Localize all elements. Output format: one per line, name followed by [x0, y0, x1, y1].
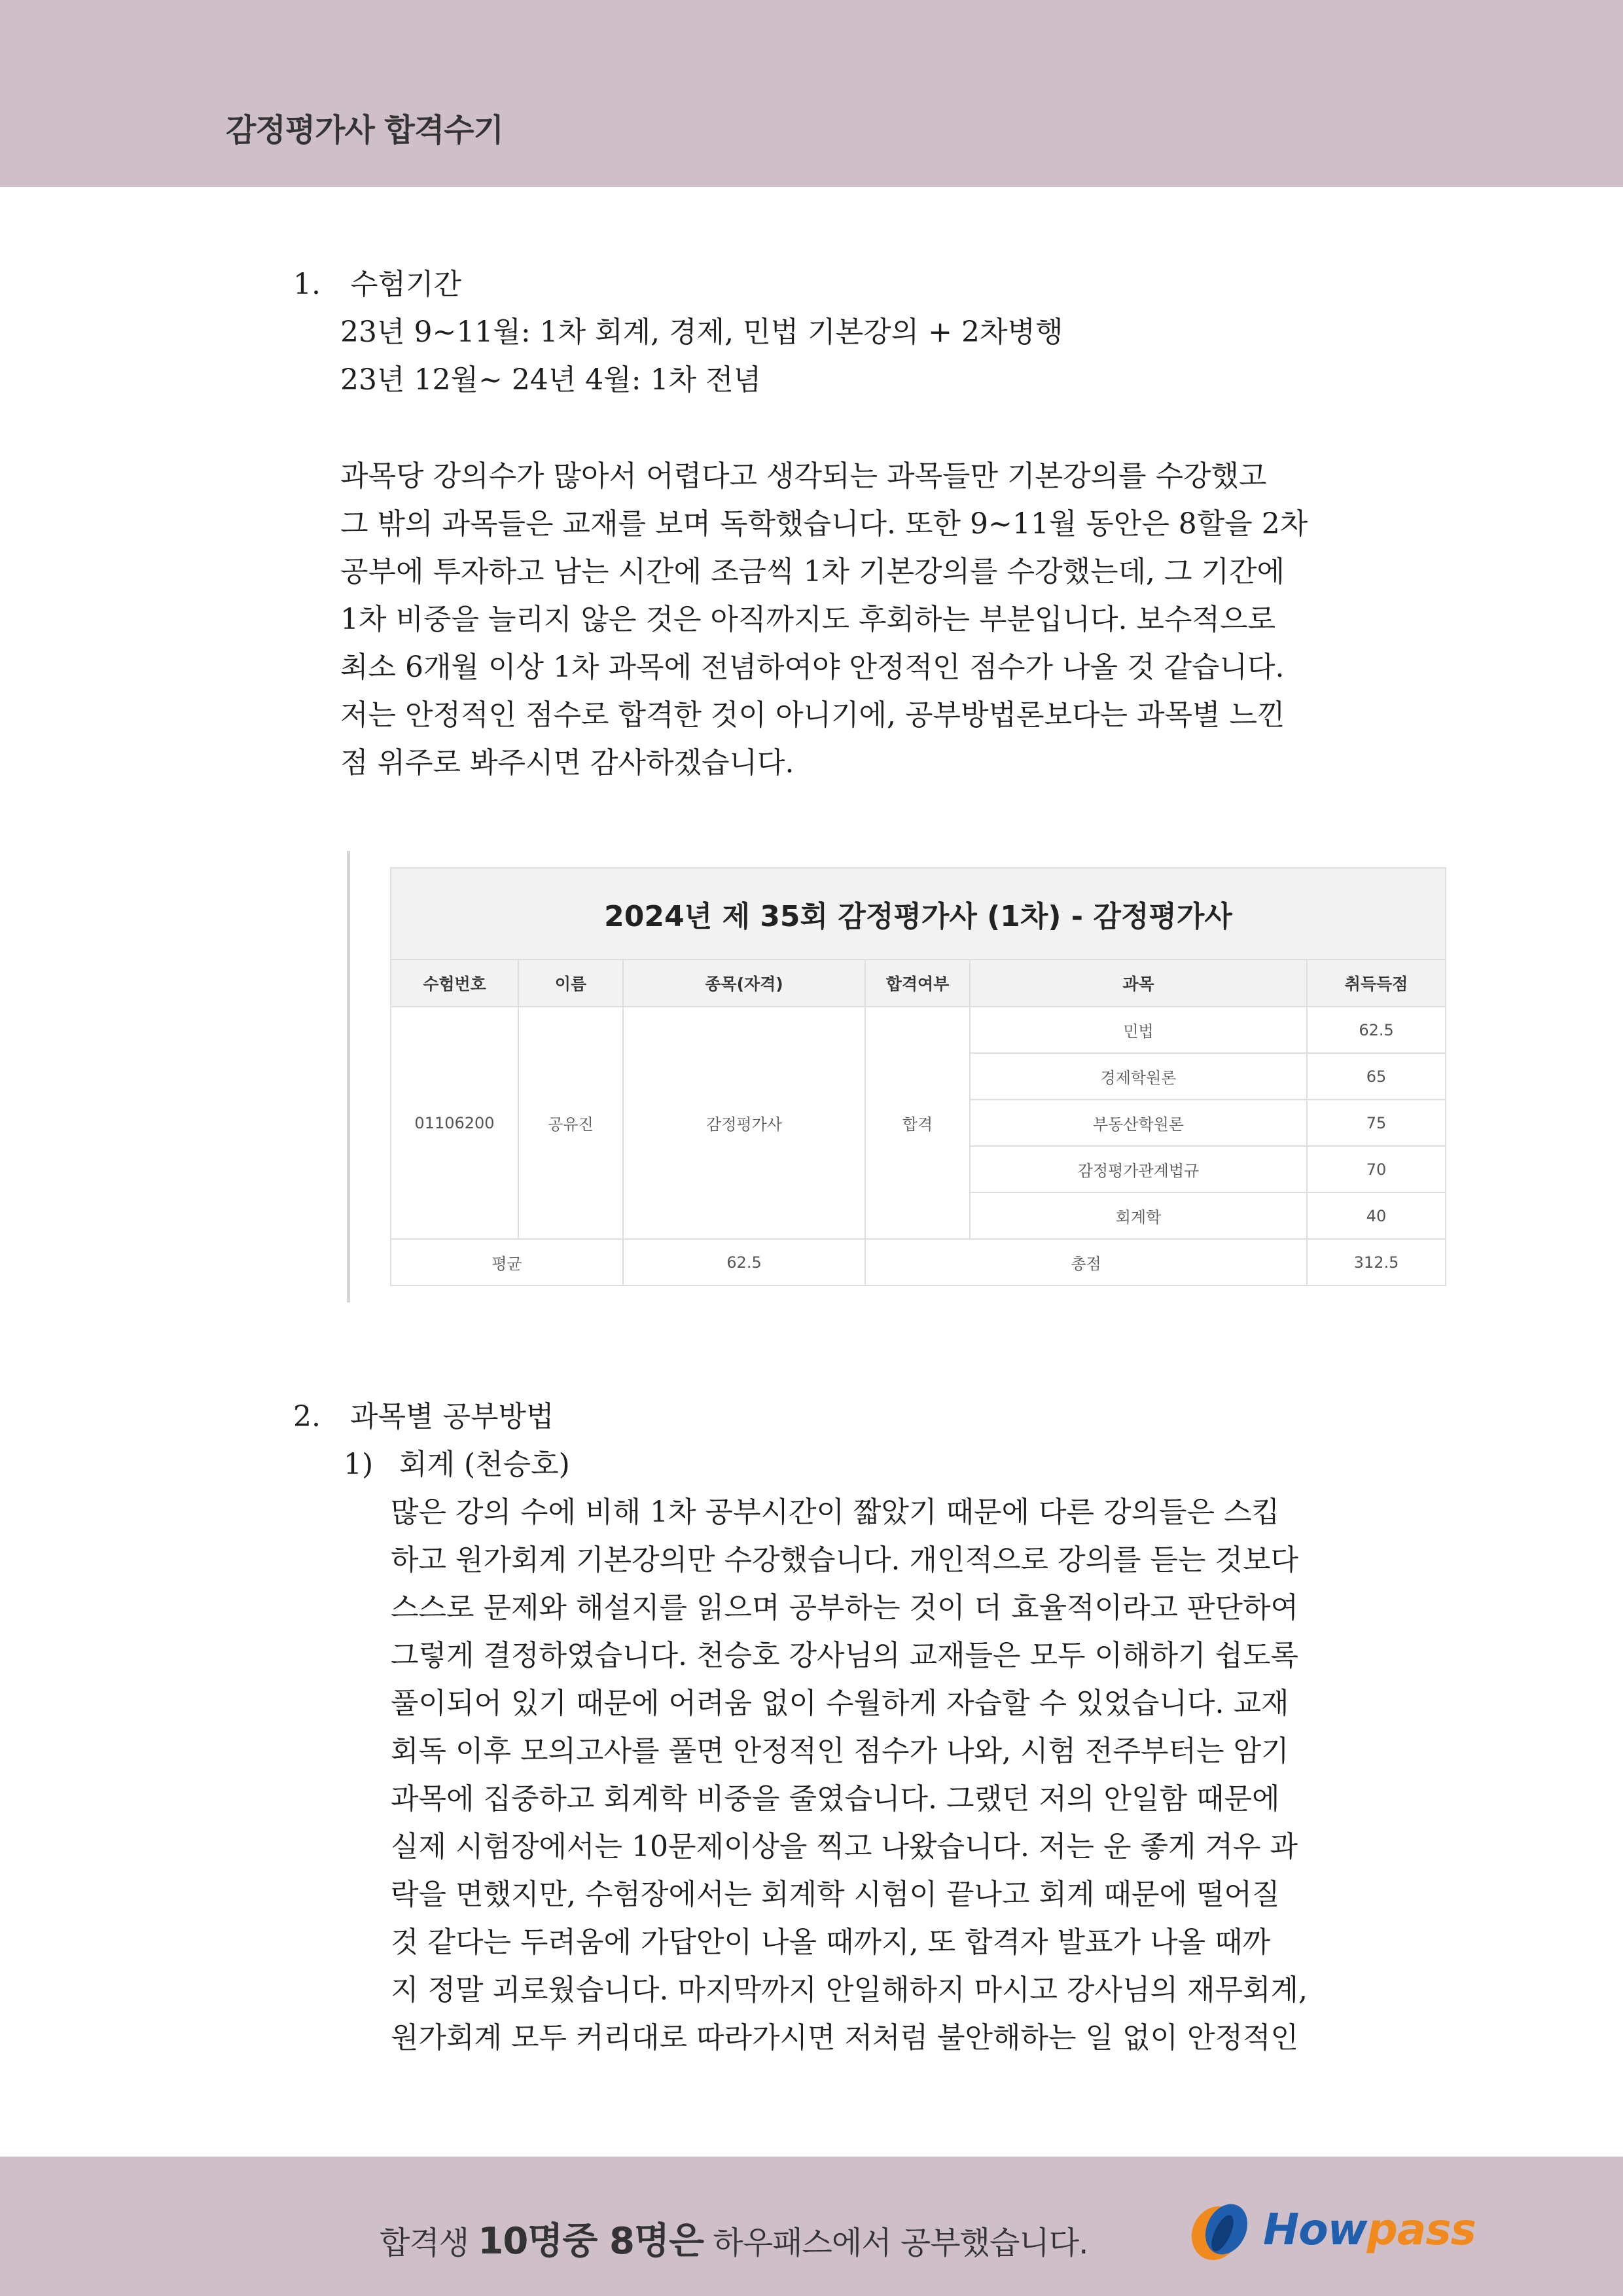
pass-result: 합격	[865, 1007, 970, 1239]
score-cell: 62.5	[1307, 1007, 1446, 1053]
paragraph-line: 실제 시험장에서는 10문제이상을 찍고 나왔습니다. 저는 운 좋게 겨우 과	[391, 1830, 1298, 1863]
header-result: 합격여부	[865, 960, 970, 1007]
average-label: 평균	[391, 1239, 623, 1285]
howpass-logo-mark-icon	[1185, 2199, 1257, 2265]
section2-number: 2.	[293, 1400, 321, 1433]
paragraph-line: 점 위주로 봐주시면 감사하겠습니다.	[340, 746, 794, 780]
paragraph-line: 과목에 집중하고 회계학 비중을 줄였습니다. 그랬던 저의 안일함 때문에	[391, 1782, 1280, 1816]
paragraph-line: 공부에 투자하고 남는 시간에 조금씩 1차 기본강의를 수강했는데, 그 기간에	[340, 555, 1285, 588]
paragraph-line: 스스로 문제와 해설지를 읽으며 공부하는 것이 더 효율적이라고 판단하여	[391, 1591, 1299, 1624]
subsection-number: 1)	[344, 1448, 374, 1481]
score-cell: 75	[1307, 1100, 1446, 1146]
header-exam-number: 수험번호	[391, 960, 518, 1007]
subsection-heading: 회계 (천승호)	[399, 1448, 570, 1481]
header-qualification: 종목(자격)	[623, 960, 865, 1007]
period-line: 23년 9~11월: 1차 회계, 경제, 민법 기본강의 + 2차병행	[340, 315, 1063, 349]
header-score: 취득득점	[1307, 960, 1446, 1007]
paragraph-line: 1차 비중을 늘리지 않은 것은 아직까지도 후회하는 부분입니다. 보수적으로	[340, 603, 1275, 636]
paragraph-line: 하고 원가회계 기본강의만 수강했습니다. 개인적으로 강의를 듣는 것보다	[391, 1543, 1299, 1577]
paragraph-line: 것 같다는 두려움에 가답안이 나올 때까지, 또 합격자 발표가 나올 때까	[391, 1926, 1270, 1959]
paragraph-line: 지 정말 괴로웠습니다. 마지막까지 안일해하지 마시고 강사님의 재무회계,	[391, 1973, 1308, 2007]
page-title: 감정평가사 합격수기	[226, 112, 504, 149]
score-table	[390, 867, 1446, 1286]
score-cell: 70	[1307, 1146, 1446, 1193]
paragraph-line: 저는 안정적인 점수로 합격한 것이 아니기에, 공부방법론보다는 과목별 느낀	[340, 698, 1285, 732]
score-table-title: 2024년 제 35회 감정평가사 (1차) - 감정평가사	[391, 868, 1446, 960]
average-value: 62.5	[623, 1239, 865, 1285]
total-label: 총점	[865, 1239, 1307, 1285]
paragraph-line: 회독 이후 모의고사를 풀면 안정적인 점수가 나와, 시험 전주부터는 암기	[391, 1734, 1289, 1768]
subject-cell: 부동산학원론	[970, 1100, 1307, 1146]
howpass-logo	[1185, 2199, 1486, 2265]
paragraph-line: 그렇게 결정하였습니다. 천승호 강사님의 교재들은 모두 이해하기 쉽도록	[391, 1639, 1299, 1672]
total-value: 312.5	[1307, 1239, 1446, 1285]
score-cell: 40	[1307, 1193, 1446, 1239]
howpass-wordmark: Howpass	[1263, 2204, 1476, 2255]
qualification: 감정평가사	[623, 1007, 865, 1239]
footer-text-a: 합격생	[380, 2225, 478, 2261]
header-name: 이름	[518, 960, 623, 1007]
paragraph-line: 최소 6개월 이상 1차 과목에 전념하여야 안정적인 점수가 나올 것 같습니다.	[340, 651, 1285, 684]
exam-number: 01106200	[391, 1007, 518, 1239]
subject-cell: 경제학원론	[970, 1053, 1307, 1100]
subject-cell: 민법	[970, 1007, 1307, 1053]
header-subject: 과목	[970, 960, 1307, 1007]
paragraph-line: 원가회계 모두 커리대로 따라가시면 저처럼 불안해하는 일 없이 안정적인	[391, 2021, 1299, 2054]
candidate-name: 공유진	[518, 1007, 623, 1239]
paragraph-line: 과목당 강의수가 많아서 어렵다고 생각되는 과목들만 기본강의를 수강했고	[340, 459, 1267, 493]
subject-cell: 감정평가관계법규	[970, 1146, 1307, 1193]
subject-cell: 회계학	[970, 1193, 1307, 1239]
section1-heading: 수험기간	[350, 268, 462, 301]
section1-number: 1.	[293, 268, 321, 301]
header-band	[0, 0, 1623, 187]
score-cell: 65	[1307, 1053, 1446, 1100]
footer-text-c: 하우패스에서 공부했습니다.	[704, 2225, 1088, 2261]
section2-heading: 과목별 공부방법	[350, 1400, 554, 1433]
paragraph-line: 락을 면했지만, 수험장에서는 회계학 시험이 끝나고 회계 때문에 떨어질	[391, 1878, 1280, 1911]
period-line: 23년 12월~ 24년 4월: 1차 전념	[340, 363, 762, 397]
paragraph-line: 많은 강의 수에 비해 1차 공부시간이 짧았기 때문에 다른 강의들은 스킵	[391, 1496, 1279, 1529]
footer-text-highlight: 10명중 8명은	[478, 2220, 704, 2263]
paragraph-line: 그 밖의 과목들은 교재를 보며 독학했습니다. 또한 9~11월 동안은 8할을 2차	[340, 507, 1308, 541]
paragraph-line: 풀이되어 있기 때문에 어려움 없이 수월하게 자습할 수 있었습니다. 교재	[391, 1687, 1289, 1720]
footer-slogan	[380, 2212, 1088, 2265]
